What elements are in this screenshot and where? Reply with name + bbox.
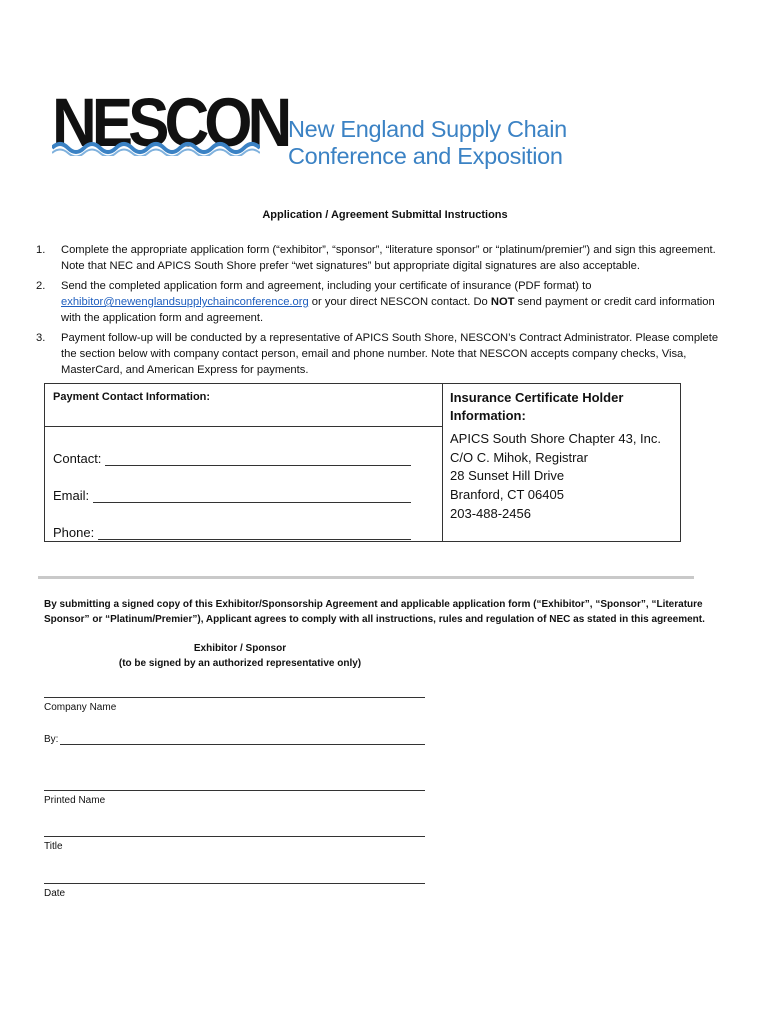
payment-contact-title: Payment Contact Information: bbox=[53, 391, 211, 403]
printed-name-label: Printed Name bbox=[44, 795, 106, 806]
subtitle-line-2: Conference and Exposition bbox=[288, 143, 563, 169]
date-label: Date bbox=[44, 888, 66, 899]
contact-info-table bbox=[44, 383, 681, 542]
table-divider bbox=[442, 384, 443, 541]
instruction-number: 2. bbox=[36, 280, 46, 292]
signer-role: Exhibitor / Sponsor bbox=[193, 643, 287, 654]
email-label: Email: bbox=[53, 488, 90, 503]
instruction-number: 1. bbox=[36, 244, 46, 256]
logo-subtitle bbox=[288, 116, 567, 170]
contact-input-line[interactable] bbox=[105, 453, 411, 466]
page-title: Application / Agreement Submittal Instructions bbox=[262, 209, 508, 221]
insurance-holder-address bbox=[450, 430, 661, 524]
by-signature-line[interactable] bbox=[60, 744, 425, 745]
address-line: C/O C. Mihok, Registrar bbox=[450, 449, 588, 465]
phone-label: Phone: bbox=[53, 525, 95, 540]
date-line[interactable] bbox=[44, 883, 425, 884]
nescon-logo bbox=[52, 85, 288, 172]
email-input-line[interactable] bbox=[93, 490, 411, 503]
printed-name-line[interactable] bbox=[44, 790, 425, 791]
contact-field[interactable] bbox=[53, 451, 411, 466]
instruction-text: or your direct NESCON contact. Do bbox=[308, 296, 491, 308]
phone-field[interactable] bbox=[53, 525, 411, 540]
instruction-text: send payment or credit card information with the application form and agreement. bbox=[61, 296, 715, 324]
instruction-number: 3. bbox=[36, 332, 46, 344]
instruction-item-3 bbox=[36, 330, 726, 378]
phone-input-line[interactable] bbox=[98, 527, 411, 540]
address-line: 28 Sunset Hill Drive bbox=[450, 468, 565, 484]
instructions-list bbox=[36, 242, 726, 382]
address-line: Branford, CT 06405 bbox=[450, 487, 564, 503]
instruction-text: Complete the appropriate application form (“exhibitor”, “sponsor”, “literature sponsor” or “platinum/premier”) and sign this agreement. Note that NEC and APICS South Shore prefer “wet signatures” but appropriate digital signatures are also acceptable. bbox=[61, 244, 716, 272]
instruction-item-1 bbox=[36, 242, 726, 274]
email-field[interactable] bbox=[53, 488, 411, 503]
insurance-holder-title: Insurance Certificate Holder Information: bbox=[450, 390, 624, 423]
company-name-line[interactable] bbox=[44, 697, 425, 698]
signer-note: (to be signed by an authorized representative only) bbox=[118, 658, 362, 669]
logo-wordmark: NESCON bbox=[52, 85, 288, 162]
signer-heading bbox=[0, 641, 480, 671]
agreement-statement: By submitting a signed copy of this Exhibitor/Sponsorship Agreement and applicable application form (“Exhibitor”, “Sponsor”, “Literature Sponsor” or “Platinum/Premier”), Applicant agrees to comply with all instructions, rules and regulation of NEC as stated in this agreement. bbox=[44, 599, 705, 625]
subtitle-line-1: New England Supply Chain bbox=[288, 116, 567, 142]
address-line: 203-488-2456 bbox=[450, 505, 531, 521]
section-divider bbox=[38, 576, 694, 579]
title-label: Title bbox=[44, 841, 63, 852]
by-field[interactable] bbox=[44, 734, 425, 745]
instruction-text: Payment follow-up will be conducted by a representative of APICS South Shore, NESCON’s Contract Administrator. Please complete the section below with company contact person, email and phone number. Note that NESCON accepts company checks, Visa, MasterCard, and American Express for payments. bbox=[61, 332, 719, 376]
logo-wave-icon bbox=[52, 140, 260, 156]
instruction-item-2 bbox=[36, 278, 726, 326]
email-link[interactable]: exhibitor@newenglandsupplychainconference.org bbox=[61, 296, 309, 308]
title-line[interactable] bbox=[44, 836, 425, 837]
address-line: APICS South Shore Chapter 43, Inc. bbox=[450, 431, 662, 446]
company-name-label: Company Name bbox=[44, 702, 117, 713]
instruction-emphasis: NOT bbox=[490, 296, 515, 308]
contact-label: Contact: bbox=[53, 451, 102, 466]
instruction-text: Send the completed application form and agreement, including your certificate of insurance (PDF format) to bbox=[61, 280, 592, 292]
by-label: By: bbox=[44, 734, 59, 745]
table-divider bbox=[45, 426, 442, 427]
